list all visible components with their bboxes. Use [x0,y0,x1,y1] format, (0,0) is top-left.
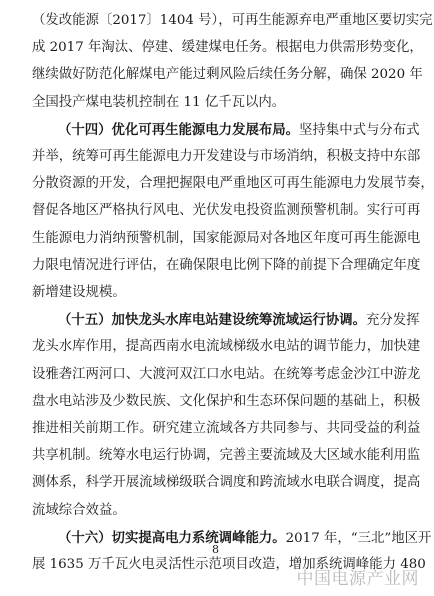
body-text-line: 生能源电力消纳预警机制，国家能源局对各地区年度可再生能源电 [32,230,421,246]
watermark: 中国电源产业网 [296,569,419,589]
body-text-line: 全国投产煤电装机控制在 11 亿千瓦以内。 [32,94,286,110]
body-text-line: （发改能源〔2017〕1404 号），可再生能源弃电严重地区要切实完 [32,13,433,28]
section-16-first-line [58,527,432,549]
body-text-line: 流域综合效益。 [32,502,126,518]
body-text-line: 新增建设规模。 [32,285,126,300]
section-15-heading: （十五）加快龙头水库电站建设统筹流域运行协调。 [58,312,366,329]
body-text-line: 龙头水库作用，提高西南水电流域梯级水电站的调节能力，加快建 [32,339,421,355]
body-text-line: 并举，统筹可再生能源电力开发建设与市场消纳，积极支持中东部 [32,149,421,164]
section-14-first-line [58,119,420,141]
body-text-line: 推进相关前期工作。研究建立流域各方共同参与、共同受益的利益 [32,421,421,436]
body-text-line: 成 2017 年淘汰、停建、缓建煤电任务。根据电力供需形势变化， [32,40,423,56]
body-text-line: 设雅砻江两河口、大渡河双江口水电站。在统筹考虑金沙江中游龙 [32,366,421,382]
body-text-line: 测体系，科学开展流域梯级联合调度和跨流域水电联合调度，提高 [32,475,421,491]
page-number: 8 [212,543,219,556]
section-16-heading: （十六）切实提高电力系统调峰能力。 [58,529,286,546]
section-14-text: 坚持集中式与分布式 [299,122,420,138]
body-text-line: 共享机制。统筹水电运行协调，完善主要流域及大区域水能利用监 [32,448,421,464]
section-15-text: 充分发挥 [365,313,420,329]
section-16-text: 2017 年，“三北”地区开 [285,530,432,546]
body-text-line: 力限电情况进行评估，在确保限电比例下降的前提下合理确定年度 [32,257,421,273]
body-text-line: 盘水电站涉及少数民族、文化保护和生态环保问题的基础上，积极 [32,393,421,409]
body-text-line: 分散资源的开发，合理把握限电严重地区可再生能源电力发展节奏， [32,176,434,192]
body-text-line: 继续做好防范化解煤电产能过剩风险后续任务分解，确保 2020 年 [32,67,423,83]
section-14-heading: （十四）优化可再生能源电力发展布局。 [58,121,300,138]
body-text-line: 督促各地区严格执行风电、光伏发电投资监测预警机制。实行可再 [32,203,421,219]
body-text-line: 展 1635 万千瓦火电灵活性示范项目改造，增加系统调峰能力 480 [32,557,426,572]
section-15-first-line [58,309,420,331]
